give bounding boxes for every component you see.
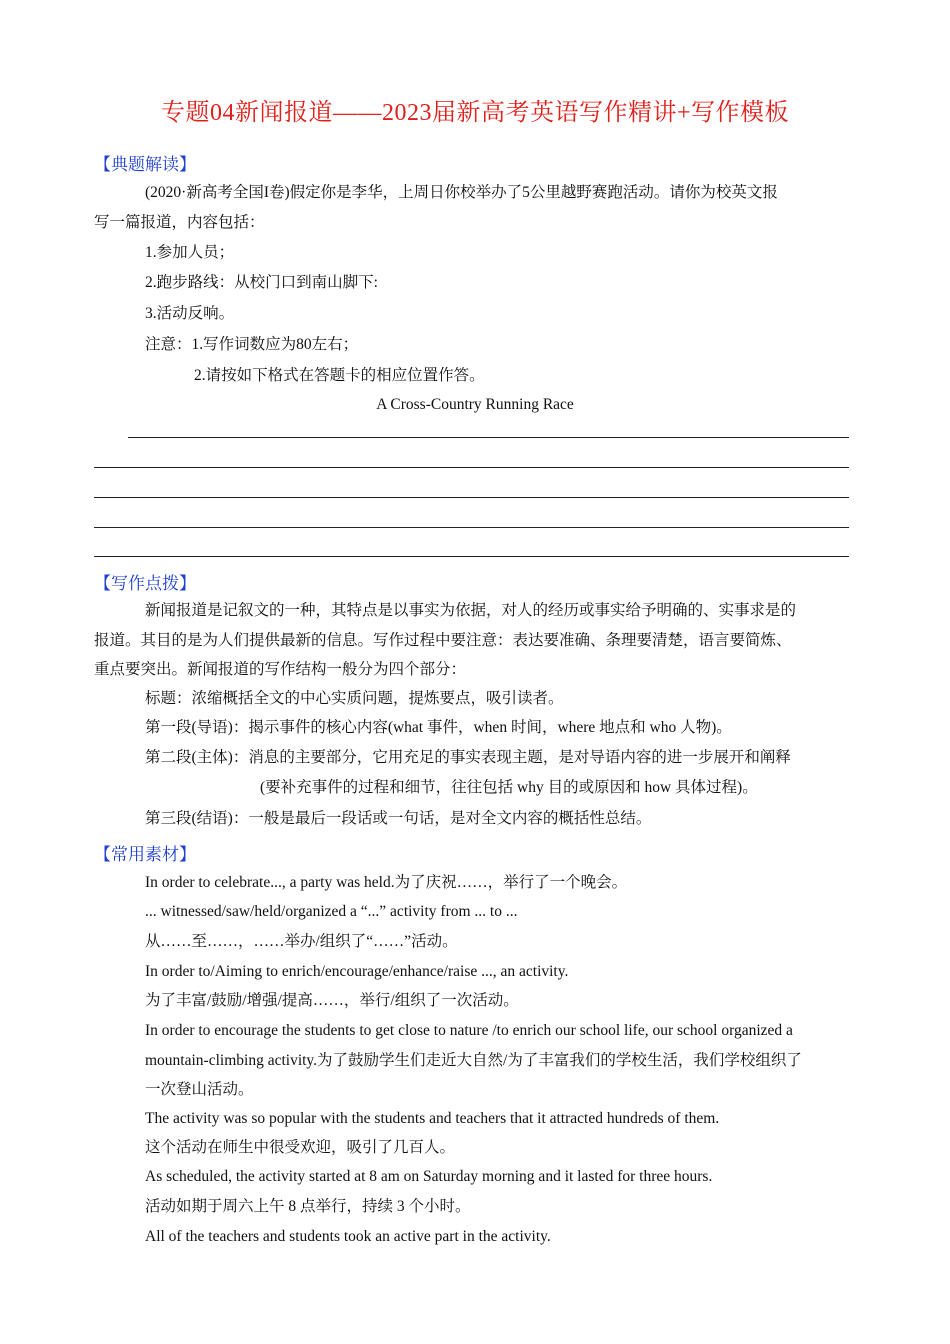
structure-item: 标题：浓缩概括全文的中心实质问题，提炼要点，吸引读者。 bbox=[145, 690, 564, 707]
material-line: 为了丰富/鼓励/增强/提高……，举行/组织了一次活动。 bbox=[145, 992, 519, 1009]
prompt-line: (2020·新高考全国I卷)假定你是李华，上周日你校举办了5公里越野赛跑活动。请你为校英文报 bbox=[145, 184, 778, 201]
material-line: In order to encourage the students to get close to nature /to enrich our school life, our school organized a bbox=[145, 1022, 793, 1039]
paragraph-line: 新闻报道是记叙文的一种，其特点是以事实为依据，对人的经历或事实给予明确的、实事求是的 bbox=[145, 602, 797, 619]
note-line: 注意：1.写作词数应为80左右； bbox=[145, 336, 359, 353]
answer-line bbox=[94, 556, 849, 557]
answer-line bbox=[94, 497, 849, 498]
material-line: In order to celebrate..., a party was held.为了庆祝……，举行了一个晚会。 bbox=[145, 874, 628, 891]
material-line: 从……至……，……举办/组织了“……”活动。 bbox=[145, 933, 458, 950]
material-line: 一次登山活动。 bbox=[145, 1081, 254, 1098]
prompt-item: 3.活动反响。 bbox=[145, 305, 235, 322]
material-line: 活动如期于周六上午 8 点举行，持续 3 个小时。 bbox=[145, 1198, 471, 1215]
material-line: In order to/Aiming to enrich/encourage/enhance/raise ..., an activity. bbox=[145, 963, 569, 980]
answer-line bbox=[94, 527, 849, 528]
section-heading-typical: 【典题解读】 bbox=[94, 155, 196, 174]
note-line: 2.请按如下格式在答题卡的相应位置作答。 bbox=[194, 367, 485, 384]
material-line: 这个活动在师生中很受欢迎，吸引了几百人。 bbox=[145, 1139, 456, 1156]
material-line: As scheduled, the activity started at 8 am on Saturday morning and it lasted for three hours. bbox=[145, 1168, 713, 1185]
structure-item: 第二段(主体)：消息的主要部分，它用充足的事实表现主题，是对导语内容的进一步展开和阐释 bbox=[145, 749, 791, 766]
answer-line bbox=[94, 467, 849, 468]
prompt-item: 1.参加人员； bbox=[145, 244, 235, 261]
page-title: 专题04新闻报道——2023届新高考英语写作精讲+写作模板 bbox=[160, 100, 790, 126]
prompt-line: 写一篇报道，内容包括： bbox=[94, 214, 265, 231]
section-heading-tips: 【写作点拨】 bbox=[94, 574, 196, 593]
answer-line bbox=[128, 437, 849, 438]
section-heading-materials: 【常用素材】 bbox=[94, 845, 196, 864]
paragraph-line: 重点要突出。新闻报道的写作结构一般分为四个部分： bbox=[94, 661, 467, 678]
material-line: ... witnessed/saw/held/organized a “...” activity from ... to ... bbox=[145, 903, 518, 920]
paragraph-line: 报道。其目的是为人们提供最新的信息。写作过程中要注意：表达要准确、条理要清楚，语言要简炼、 bbox=[94, 632, 792, 649]
essay-title: A Cross-Country Running Race bbox=[376, 396, 574, 413]
structure-item: 第一段(导语)：揭示事件的核心内容(what 事件，when 时间，where 地点和 who 人物)。 bbox=[145, 719, 732, 736]
material-line: The activity was so popular with the students and teachers that it attracted hundreds of them. bbox=[145, 1110, 720, 1127]
material-line: mountain-climbing activity.为了鼓励学生们走近大自然/为了丰富我们的学校生活，我们学校组织了 bbox=[145, 1052, 802, 1069]
prompt-item: 2.跑步路线：从校门口到南山脚下: bbox=[145, 274, 378, 291]
structure-item: 第三段(结语)：一般是最后一段话或一句话，是对全文内容的概括性总结。 bbox=[145, 810, 652, 827]
structure-item-continued: (要补充事件的过程和细节，往往包括 why 目的或原因和 how 具体过程)。 bbox=[260, 779, 758, 796]
material-line: All of the teachers and students took an active part in the activity. bbox=[145, 1228, 551, 1245]
